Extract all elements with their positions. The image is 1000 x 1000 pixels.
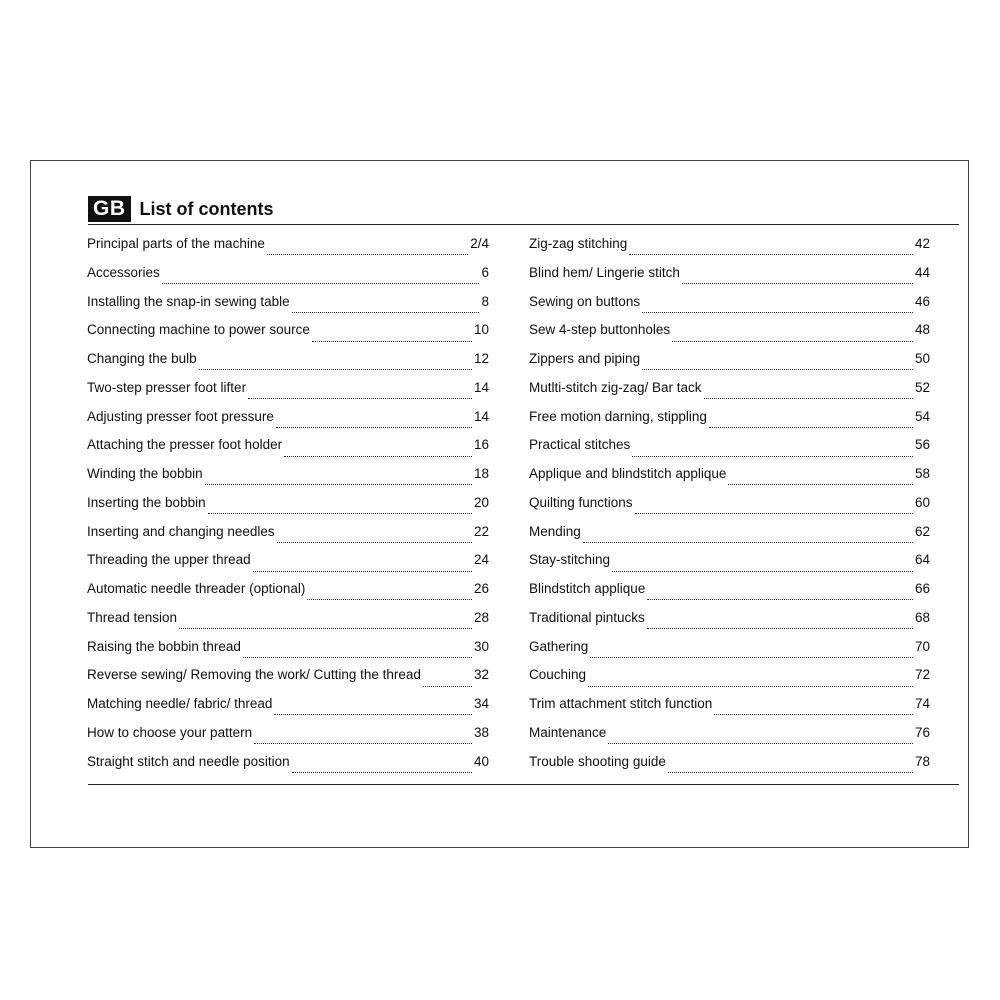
toc-entry — [87, 409, 489, 438]
toc-entry-title: Traditional pintucks — [529, 609, 645, 625]
toc-entry-page: 52 — [914, 379, 930, 395]
toc-entry-title: Principal parts of the machine — [87, 236, 265, 251]
toc-entry-title: Couching — [529, 667, 587, 683]
dot-leader — [205, 483, 472, 485]
toc-entry — [529, 754, 930, 783]
toc-entry — [87, 754, 489, 783]
toc-entry — [529, 725, 930, 754]
toc-entry — [87, 725, 489, 754]
toc-entry — [87, 437, 489, 466]
toc-entry-title: Sew 4-step buttonholes — [529, 322, 671, 338]
dot-leader — [583, 541, 913, 543]
toc-entry — [87, 351, 489, 380]
dot-leader — [647, 598, 913, 600]
toc-entry-page: 68 — [914, 609, 930, 625]
toc-entry-title: Installing the snap-in sewing table — [87, 293, 290, 309]
toc-entry-title: Inserting the bobbin — [87, 494, 206, 510]
toc-entry-page: 14 — [473, 379, 489, 395]
toc-entry-title: Maintenance — [529, 724, 607, 740]
dot-leader — [714, 713, 913, 715]
toc-entry — [529, 380, 930, 409]
toc-entry-page: 14 — [473, 408, 489, 424]
toc-entry-title: Adjusting presser foot pressure — [87, 408, 274, 424]
toc-entry — [87, 294, 489, 323]
toc-entry — [87, 610, 489, 639]
toc-entry-page: 38 — [473, 724, 489, 740]
toc-entry-page: 26 — [473, 581, 489, 596]
dot-leader — [243, 656, 472, 658]
toc-entry-title: Stay-stitching — [529, 552, 611, 568]
toc-entry-page: 70 — [914, 638, 930, 654]
toc-entry-page: 72 — [914, 667, 930, 683]
toc-entry — [529, 409, 930, 438]
toc-entry — [529, 265, 930, 294]
toc-entry-page: 78 — [914, 753, 930, 769]
toc-entry — [87, 581, 489, 610]
toc-entry-page: 28 — [473, 609, 489, 625]
dot-leader — [629, 253, 913, 255]
dot-leader — [277, 541, 472, 543]
dot-leader — [612, 570, 913, 572]
toc-entry — [529, 466, 930, 495]
toc-entry — [529, 610, 930, 639]
toc-entry-title: Raising the bobbin thread — [87, 638, 241, 654]
toc-entry-page: 46 — [914, 293, 930, 309]
page-title: List of contents — [139, 199, 274, 219]
dot-leader — [642, 368, 913, 370]
toc-entry-page: 2/4 — [470, 236, 489, 251]
toc-entry-page: 32 — [473, 667, 489, 683]
dot-leader — [292, 311, 480, 313]
toc-entry — [87, 639, 489, 668]
toc-entry — [87, 667, 489, 696]
toc-entry-title: Practical stitches — [529, 437, 631, 453]
dot-leader — [292, 771, 472, 773]
dot-leader — [682, 282, 913, 284]
toc-entry-page: 60 — [914, 494, 930, 510]
language-badge: GB — [88, 196, 131, 222]
toc-entry-page: 50 — [914, 351, 930, 366]
dot-leader — [274, 713, 472, 715]
toc-entry — [87, 236, 489, 265]
dot-leader — [642, 311, 913, 313]
dot-leader — [608, 742, 913, 744]
toc-entry-title: Gathering — [529, 638, 589, 654]
toc-entry — [87, 524, 489, 553]
toc-entry-page: 8 — [481, 293, 489, 309]
toc-entry-page: 54 — [914, 408, 930, 424]
toc-entry — [529, 639, 930, 668]
dot-leader — [179, 627, 472, 629]
dot-leader — [635, 512, 913, 514]
toc-entry-title: Applique and blindstitch applique — [529, 466, 727, 481]
toc-entry-title: Two-step presser foot lifter — [87, 379, 247, 395]
dot-leader — [162, 282, 480, 284]
toc-entry-page: 18 — [473, 466, 489, 481]
toc-entry-page: 58 — [914, 466, 930, 481]
toc-entry-page: 6 — [481, 264, 489, 280]
dot-leader — [199, 368, 472, 370]
toc-entry — [87, 495, 489, 524]
toc-entry-page: 30 — [473, 638, 489, 654]
toc-entry — [87, 466, 489, 495]
toc-entry — [529, 351, 930, 380]
dot-leader — [248, 397, 472, 399]
toc-entry-page: 64 — [914, 552, 930, 568]
toc-entry-title: Threading the upper thread — [87, 552, 251, 568]
dot-leader — [704, 397, 913, 399]
dot-leader — [668, 771, 913, 773]
dot-leader — [284, 455, 472, 457]
dot-leader — [647, 627, 913, 629]
toc-entry-title: Quilting functions — [529, 494, 633, 510]
dot-leader — [267, 253, 468, 255]
toc-entry — [529, 437, 930, 466]
toc-entry-title: Trouble shooting guide — [529, 753, 666, 769]
toc-entry — [87, 322, 489, 351]
toc-entry-page: 40 — [473, 753, 489, 769]
dot-leader — [312, 340, 472, 342]
dot-leader — [709, 426, 913, 428]
dot-leader — [632, 455, 913, 457]
toc-entry-title: Free motion darning, stippling — [529, 408, 707, 424]
toc-entry — [87, 552, 489, 581]
toc-entry-title: Inserting and changing needles — [87, 523, 275, 539]
toc-entry-title: How to choose your pattern — [87, 724, 253, 740]
toc-entry-title: Blindstitch applique — [529, 581, 646, 596]
toc-entry-title: Automatic needle threader (optional) — [87, 581, 306, 596]
dot-leader — [276, 426, 472, 428]
toc-entry-title: Straight stitch and needle position — [87, 753, 290, 769]
toc-entry-title: Reverse sewing/ Removing the work/ Cutting the thread — [87, 667, 421, 683]
toc-entry-page: 42 — [914, 236, 930, 251]
toc-column-left — [87, 236, 489, 782]
dot-leader — [254, 742, 472, 744]
toc-entry-page: 62 — [914, 523, 930, 539]
toc-entry-page: 48 — [914, 322, 930, 338]
toc-entry — [529, 236, 930, 265]
toc-entry — [529, 667, 930, 696]
toc-entry-title: Mending — [529, 523, 581, 539]
toc-entry-page: 20 — [473, 494, 489, 510]
toc-entry-title: Zippers and piping — [529, 351, 641, 366]
toc-entry — [87, 265, 489, 294]
toc-entry — [529, 524, 930, 553]
toc-entry-title: Sewing on buttons — [529, 293, 641, 309]
toc-entry-title: Blind hem/ Lingerie stitch — [529, 264, 680, 280]
toc-entry-page: 22 — [473, 523, 489, 539]
toc-entry — [529, 495, 930, 524]
toc-entry-page: 44 — [914, 264, 930, 280]
toc-entry-page: 76 — [914, 724, 930, 740]
dot-leader — [208, 512, 472, 514]
toc-entry-title: Accessories — [87, 264, 160, 280]
toc-entry-page: 74 — [914, 696, 930, 711]
toc-entry-title: Zig-zag stitching — [529, 236, 628, 251]
toc-entry — [529, 322, 930, 351]
dot-leader — [590, 656, 913, 658]
toc-entry-title: Changing the bulb — [87, 351, 197, 366]
toc-entry-title: Connecting machine to power source — [87, 322, 310, 338]
dot-leader — [423, 685, 472, 687]
toc-entry-page: 10 — [473, 322, 489, 338]
toc-entry — [87, 380, 489, 409]
dot-leader — [588, 685, 913, 687]
toc-entry-page: 24 — [473, 552, 489, 568]
toc-entry — [529, 696, 930, 725]
toc-entry-title: Attaching the presser foot holder — [87, 437, 283, 453]
toc-entry — [529, 552, 930, 581]
toc-entry-title: Trim attachment stitch function — [529, 696, 713, 711]
toc-entry-title: Mutlti-stitch zig-zag/ Bar tack — [529, 379, 702, 395]
document-page — [30, 160, 969, 848]
toc-entry — [87, 696, 489, 725]
footer-divider — [88, 784, 959, 785]
toc-entry — [529, 294, 930, 323]
toc-entry-page: 12 — [473, 351, 489, 366]
toc-entry-title: Matching needle/ fabric/ thread — [87, 696, 273, 711]
toc-entry-page: 56 — [914, 437, 930, 453]
dot-leader — [253, 570, 472, 572]
dot-leader — [307, 598, 472, 600]
toc-entry-page: 16 — [473, 437, 489, 453]
toc-entry — [529, 581, 930, 610]
toc-entry-page: 34 — [473, 696, 489, 711]
toc-entry-page: 66 — [914, 581, 930, 596]
page-header — [88, 196, 959, 225]
toc-entry-title: Thread tension — [87, 609, 178, 625]
toc-entry-title: Winding the bobbin — [87, 466, 203, 481]
dot-leader — [672, 340, 913, 342]
toc-column-right — [529, 236, 930, 782]
dot-leader — [728, 483, 913, 485]
